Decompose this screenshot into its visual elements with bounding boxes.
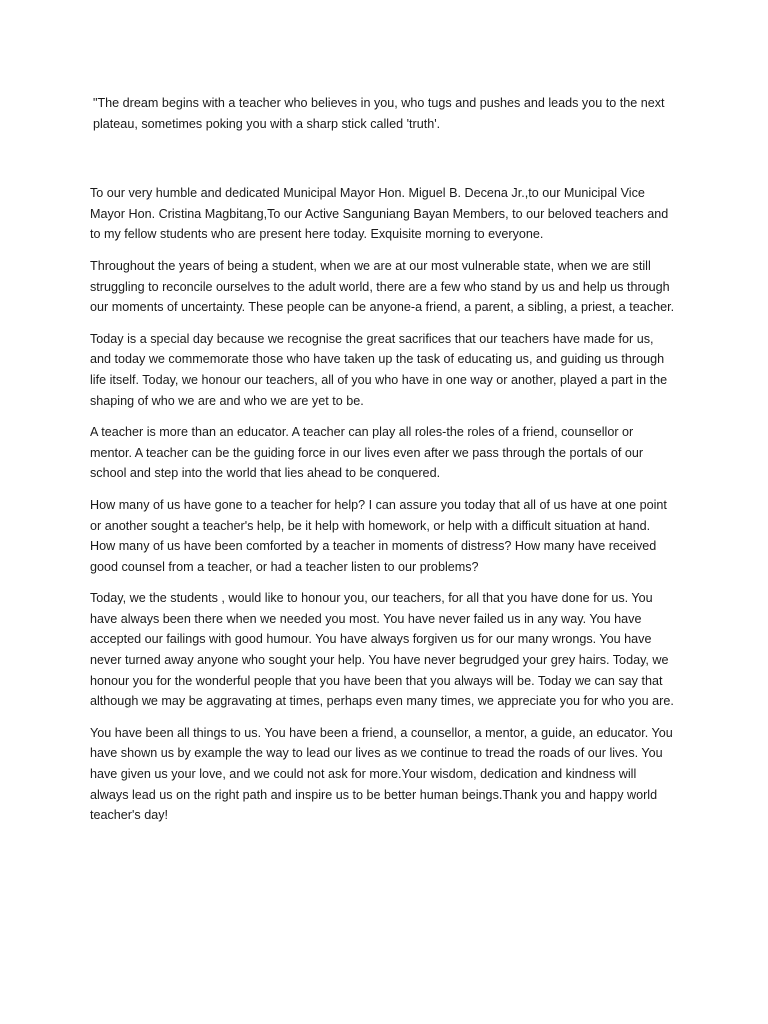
paragraph-teacher-help: How many of us have gone to a teacher for help? I can assure you today that all of us have at one point or another sought a teacher's help, be it help with homework, or help with a difficult situation at hand. How many of us have been comforted by a teacher in moments of distress? How many have received good counsel from a teacher, or had a teacher listen to our problems? xyxy=(90,497,667,574)
paragraph-teacher-roles: A teacher is more than an educator. A teacher can play all roles-the roles of a friend, counsellor or mentor. A teacher can be the guiding force in our lives even after we pass through the portals of our school and step into the world that lies ahead to be conquered. xyxy=(90,425,644,481)
document-body xyxy=(90,93,678,837)
paragraph-closing: You have been all things to us. You have been a friend, a counsellor, a mentor, a guide, an educator. You have shown us by example the way to lead our lives as we continue to tread the roads of our lives. You have given us your love, and we could not ask for more.Your wisdom, dedication and kindness will always lead us on the right path and inspire us to be better human beings.Thank you and happy world teacher's day! xyxy=(90,725,673,823)
paragraph-special-day: Today is a special day because we recognise the great sacrifices that our teachers have made for us, and today we commemorate those who have taken up the task of educating us, and guiding us through life itself. Today, we honour our teachers, all of you who have in one way or another, played a part in the shaping of who we are and who we are yet to be. xyxy=(90,331,668,408)
opening-quote: "The dream begins with a teacher who believes in you, who tugs and pushes and leads you to the next plateau, sometimes poking you with a sharp stick called 'truth'. xyxy=(93,96,665,131)
paragraph-student-years: Throughout the years of being a student, when we are at our most vulnerable state, when we are still struggling to reconcile ourselves to the adult world, there are a few who stand by us and help us through our moments of uncertainty. These people can be anyone-a friend, a parent, a sibling, a priest, a teacher. xyxy=(90,258,675,315)
paragraph-honour: Today, we the students , would like to honour you, our teachers, for all that you have done for us. You have always been there when we needed you most. You have never failed us in any way. You have accepted our failings with good humour. You have always forgiven us for our many wrongs. You have never turned away anyone who sought your help. You have never begrudged your grey hairs. Today, we honour you for the wonderful people that you have been that you always will be. Today we can say that although we may be aggravating at times, perhaps even many times, we appreciate you for who you are. xyxy=(90,591,674,709)
paragraph-greeting: To our very humble and dedicated Municipal Mayor Hon. Miguel B. Decena Jr.,to our Municipal Vice Mayor Hon. Cristina Magbitang,To our Active Sanguniang Bayan Members, to our beloved teachers and to my fellow students who are present here today. Exquisite morning to everyone. xyxy=(90,186,669,242)
